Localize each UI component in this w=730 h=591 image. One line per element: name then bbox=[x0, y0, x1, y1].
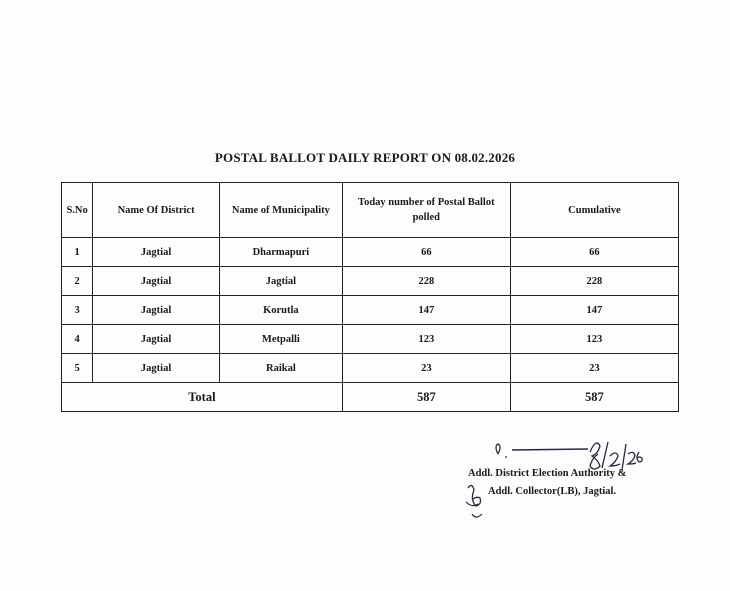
table-row bbox=[62, 325, 679, 354]
cell-sno: 1 bbox=[62, 238, 93, 267]
cell-today: 66 bbox=[342, 238, 510, 267]
header-cumulative: Cumulative bbox=[510, 183, 678, 238]
total-today: 587 bbox=[342, 383, 510, 412]
cell-today: 123 bbox=[342, 325, 510, 354]
cell-today: 228 bbox=[342, 267, 510, 296]
cell-district: Jagtial bbox=[93, 296, 220, 325]
cell-cumulative: 147 bbox=[510, 296, 678, 325]
cell-sno: 3 bbox=[62, 296, 93, 325]
cell-cumulative: 23 bbox=[510, 354, 678, 383]
cell-municipality: Korutla bbox=[220, 296, 343, 325]
table-row bbox=[62, 296, 679, 325]
table-row bbox=[62, 354, 679, 383]
signature-block bbox=[460, 430, 700, 530]
cell-cumulative: 66 bbox=[510, 238, 678, 267]
cell-sno: 5 bbox=[62, 354, 93, 383]
cell-district: Jagtial bbox=[93, 238, 220, 267]
header-municipality: Name of Municipality bbox=[220, 183, 343, 238]
header-today-polled: Today number of Postal Ballot polled bbox=[342, 183, 510, 238]
cell-sno: 4 bbox=[62, 325, 93, 354]
handwritten-signature bbox=[460, 430, 700, 530]
table-header-row bbox=[62, 183, 679, 238]
cell-sno: 2 bbox=[62, 267, 93, 296]
total-row bbox=[62, 383, 679, 412]
header-district: Name Of District bbox=[93, 183, 220, 238]
table-row bbox=[62, 267, 679, 296]
cell-today: 23 bbox=[342, 354, 510, 383]
cell-district: Jagtial bbox=[93, 325, 220, 354]
cell-municipality: Jagtial bbox=[220, 267, 343, 296]
report-title: POSTAL BALLOT DAILY REPORT ON 08.02.2026 bbox=[214, 150, 516, 165]
cell-today: 147 bbox=[342, 296, 510, 325]
cell-municipality: Dharmapuri bbox=[220, 238, 343, 267]
postal-ballot-table bbox=[61, 182, 679, 412]
cell-cumulative: 228 bbox=[510, 267, 678, 296]
cell-municipality: Raikal bbox=[220, 354, 343, 383]
total-label: Total bbox=[62, 383, 343, 412]
header-sno: S.No bbox=[62, 183, 93, 238]
cell-district: Jagtial bbox=[93, 354, 220, 383]
total-cumulative: 587 bbox=[510, 383, 678, 412]
signatory-title-line1: Addl. District Election Authority & bbox=[468, 468, 627, 479]
cell-cumulative: 123 bbox=[510, 325, 678, 354]
signatory-title-line2: Addl. Collector(LB), Jagtial. bbox=[488, 486, 617, 497]
table-row bbox=[62, 238, 679, 267]
cell-municipality: Metpalli bbox=[220, 325, 343, 354]
cell-district: Jagtial bbox=[93, 267, 220, 296]
